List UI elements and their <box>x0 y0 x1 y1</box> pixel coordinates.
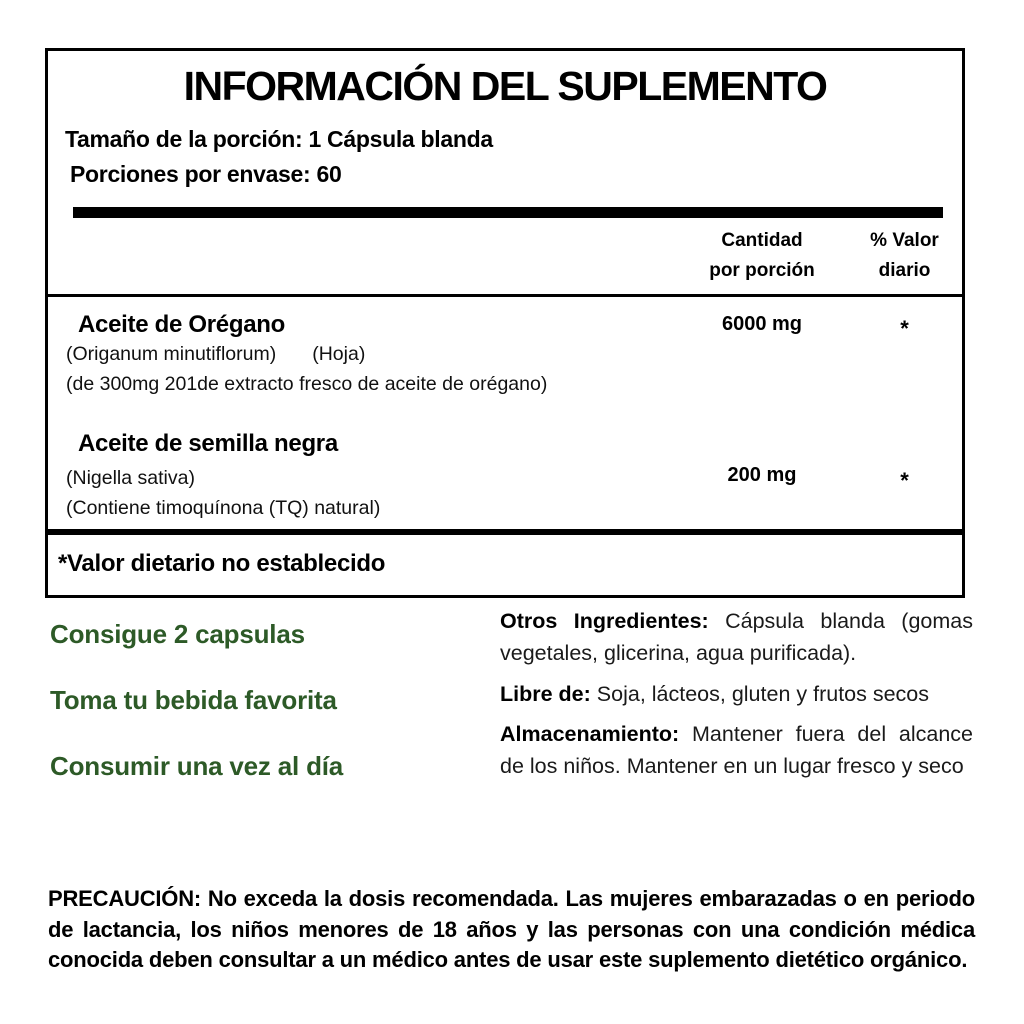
ingredient-daily-value: * <box>900 316 909 342</box>
amount-header-line1: Cantidad <box>721 230 803 252</box>
ingredient-daily-value: * <box>900 468 909 494</box>
ingredient-latin-line <box>48 340 677 369</box>
ingredient-latin: (Nigella sativa) <box>66 467 195 490</box>
storage-label: Almacenamiento: <box>500 722 680 747</box>
caution-paragraph <box>48 884 975 976</box>
direction-step-1: Consigue 2 capsulas <box>50 619 305 649</box>
caution-text: No exceda la dosis recomendada. Las mujeres embarazadas o en periodo de lactancia, los niños menores de 18 años y las personas con una condición médica conocida deben consultar a un médico antes de usar este suplemento dietético orgánico. <box>48 886 975 973</box>
ingredient-amount-line <box>48 464 962 494</box>
serving-size: Tamaño de la porción: 1 Cápsula blanda <box>65 126 493 153</box>
ingredient-name: Aceite de semilla negra <box>78 429 338 457</box>
ingredient-row-oregano <box>48 309 962 399</box>
ingredient-list <box>48 297 962 523</box>
ingredient-amount: 6000 mg <box>721 313 803 336</box>
amount-column-header <box>677 226 847 285</box>
ingredient-latin: (Origanum minutiflorum) <box>66 343 277 366</box>
ingredient-amount: 200 mg <box>727 464 797 487</box>
column-headers <box>48 218 962 297</box>
additional-info-column <box>500 606 973 792</box>
storage-paragraph <box>500 719 973 783</box>
ingredient-name: Aceite de Orégano <box>78 311 285 339</box>
ingredient-plant-part: (Hoja) <box>312 343 366 366</box>
other-ingredients-paragraph <box>500 606 973 670</box>
servings-per-container: Porciones por envase: 60 <box>70 160 342 187</box>
direction-step-3: Consumir una vez al día <box>50 750 344 781</box>
dv-header-line1: % Valor <box>870 230 939 252</box>
header-spacer <box>48 226 677 285</box>
free-of-paragraph <box>500 679 973 711</box>
daily-value-column-header <box>847 226 962 285</box>
ingredient-detail: (de 300mg 201de extracto fresco de aceite de orégano) <box>66 372 548 395</box>
panel-footer <box>48 529 962 595</box>
ingredient-row-black-seed <box>48 428 962 523</box>
amount-header-line2: por porción <box>709 259 815 281</box>
supplement-facts-panel <box>45 48 965 598</box>
ingredient-name-block <box>48 309 677 399</box>
other-ingredients-text: Cápsula blanda (gomas vegetales, glicerina, agua purificada). <box>500 609 973 665</box>
storage-text: Mantener fuera del alcance de los niños. Mantener en un lugar fresco y seco <box>500 722 973 779</box>
panel-title: INFORMACIÓN DEL SUPLEMENTO <box>183 63 827 109</box>
usage-directions <box>50 620 480 818</box>
thick-divider-bar <box>73 207 943 218</box>
ingredient-detail: (Contiene timoquínona (TQ) natural) <box>66 497 381 520</box>
caution-label: PRECAUCIÓN: <box>48 886 202 911</box>
free-of-label: Libre de: <box>500 681 591 706</box>
free-of-text: Soja, lácteos, gluten y frutos secos <box>596 681 930 706</box>
dv-header-line2: diario <box>878 259 931 281</box>
daily-value-footnote: *Valor dietario no establecido <box>58 550 386 577</box>
other-ingredients-label: Otros Ingredientes: <box>500 609 709 633</box>
direction-step-2: Toma tu bebida favorita <box>50 684 337 715</box>
